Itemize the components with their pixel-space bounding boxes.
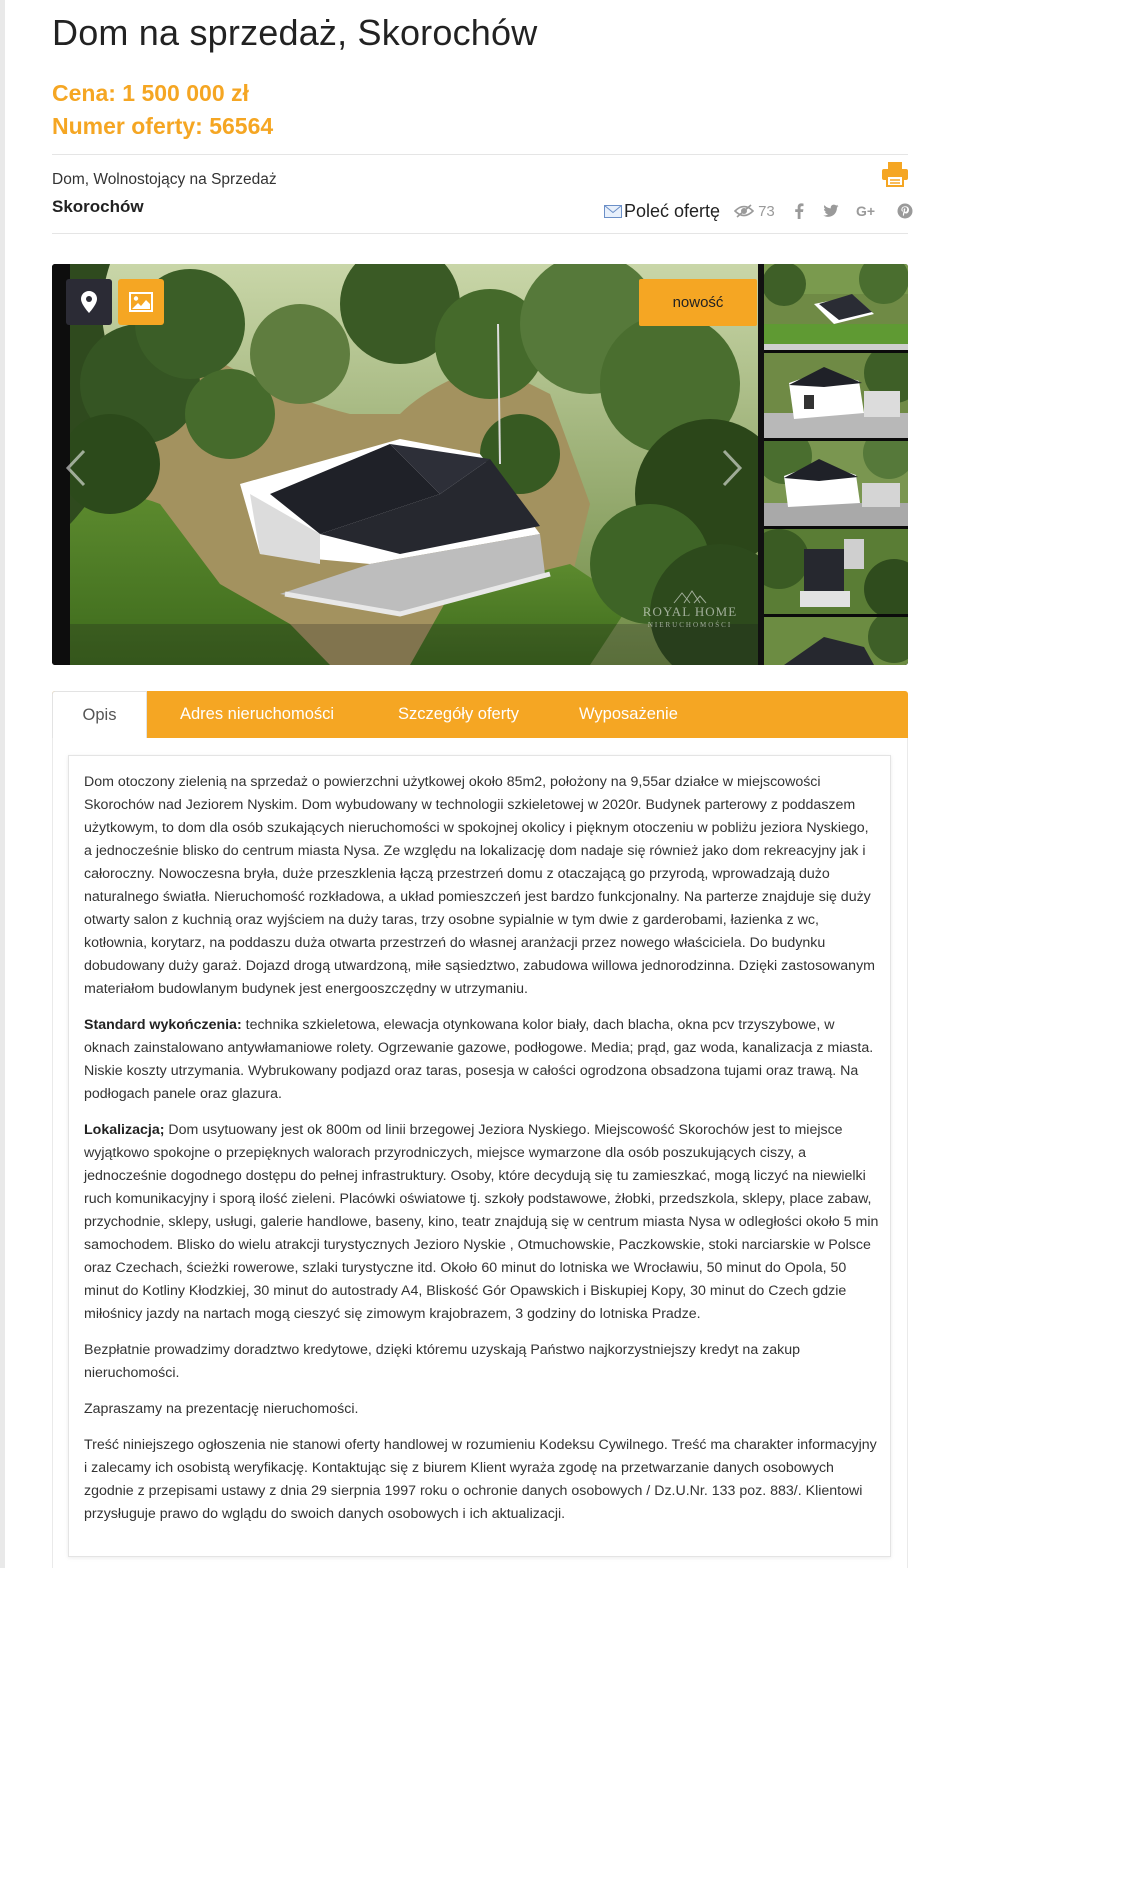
map-pin-icon (81, 291, 97, 313)
thumbnail[interactable] (764, 353, 908, 438)
price: Cena: 1 500 000 zł (52, 80, 249, 106)
chevron-left-icon[interactable] (62, 448, 90, 488)
description-legal: Treść niniejszego ogłoszenia nie stanowi oferty handlowej w rozumieniu Kodeksu Cywilnego. Treść ma charakter informacyjny i zalecamy ich osobistą weryfikację. Kontaktując się z biurem Klient wyraża zgodę na przetwarzanie danych osobowych zgodnie z przepisami ustawy z dnia 29 sierpnia 1997 roku o ochronie danych osobowych / Dz.U.Nr. 133 poz. 883/. Klientowi przysługuje prawo do wglądu do swoich danych osobowych i ich aktualizacji. (84, 1437, 877, 1522)
standard-label: Standard wykończenia: (84, 1017, 242, 1033)
location-label: Lokalizacja; (84, 1122, 165, 1138)
tab-offer-details[interactable]: Szczegóły oferty (398, 705, 520, 723)
location-text: Dom usytuowany jest ok 800m od linii brzegowej Jeziora Nyskiego. Miejscowość Skorochów jest to miejsce wyjątkowo spokojne o przepięknych walorach przyrodniczych, miejsce wymarzone dla osób poszukujących ciszy, a jednocześnie dogodnego dostępu do pełnej infrastruktury. Osoby, które decydują się tu zamieszkać, mogą liczyć na niewielki ruch komunikacyjny i sporą ilość zieleni. Placówki oświatowe tj. szkoły podstawowe, żłobki, przedszkola, sklepy, place zabaw, przychodnie, sklepy, usługi, galerie handlowe, baseny, kino, teatr znajdują się w centrum miasta Nysa w odległości około 5 min samochodem. Blisko do wielu atrakcji turystycznych Jezioro Nyskie , Otmuchowskie, Paczkowskie, stoki narciarskie w Polsce oraz Czechach, ścieżki rowerowe, szlaki turystyczne itd. Około 60 minut do lotniska we Wrocławiu, 50 minut do Opola, 50 minut do Kotliny Kłodzkiej, 30 minut do autostrady A4, Bliskość Gór Opawskich i Biskupiej Kopy, 30 minut do Czech gdzie miłośnicy jazdy na nartach mogą cieszyć się zimowym krajobrazem, 3 godziny do lotniska Pradze. (84, 1122, 879, 1322)
facebook-icon[interactable] (791, 203, 807, 219)
description-invite: Zapraszamy na prezentację nieruchomości. (84, 1401, 359, 1417)
left-rail (0, 0, 5, 1568)
thumbnail-strip (764, 264, 908, 665)
thumbnail[interactable] (764, 617, 908, 665)
thumbnail[interactable] (764, 529, 908, 614)
watermark-name: ROYAL HOME (642, 604, 738, 619)
divider-top (52, 154, 908, 155)
description-standard (84, 1014, 879, 1106)
thumbnail[interactable] (764, 441, 908, 526)
page-title: Dom na sprzedaż, Skorochów (52, 12, 538, 53)
description-credit: Bezpłatnie prowadzimy doradztwo kredytowe, dzięki któremu uzyskają Państwo najkorzystniejszy kredyt na zakup nieruchomości. (84, 1342, 801, 1381)
new-badge: nowość (639, 279, 757, 326)
description (84, 771, 879, 1539)
share-row (604, 198, 913, 224)
description-intro: Dom otoczony zielenią na sprzedaż o powierzchni użytkowej około 85m2, położony na 9,55ar działce w miejscowości Skorochów nad Jeziorem Nyskim. Dom wybudowany w technologii szkieletowej w 2020r. Budynek parterowy z poddaszem użytkowym, to dom dla osób szukających nieruchomości w spokojnej okolicy i pięknym otoczeniu w pobliżu jeziora Nyskiego, a jednocześnie blisko do centrum miasta Nysa. Ze względu na lokalizację dom nadaje się również jako dom rekreacyjny jak i całoroczny. Nowoczesna bryła, duże przeszklenia łączą przestrzeń domu z otaczającą go przyrodą, wprowadzają dużo naturalnego światła. Nieruchomość rozkładowa, a układ pomieszczeń jest bardzo funkcjonalny. Na parterze znajduje się duży otwarty salon z kuchnią oraz wyjściem na duży taras, trzy osobne sypialnie w tym dwie z garderobami, łazienka z wc, kotłownia, korytarz, na poddaszu duża otwarta przestrzeń do własnej aranżacji przez nowego właściciela. Do budynku dobudowany duży garaż. Dojazd drogą utwardzoną, miłe sąsiedztwo, zabudowa willowa jednorodzinna. Dzięki zastosowanym materiałom budowlanym budynek jest energooszczędny w utrzymaniu. (84, 774, 875, 997)
recommend-offer-label: Poleć ofertę (624, 200, 721, 221)
photo-gallery (52, 264, 908, 665)
pinterest-icon[interactable] (897, 203, 913, 219)
property-type: Dom, Wolnostojący na Sprzedaż (52, 171, 277, 188)
offer-number: Numer oferty: 56564 (52, 113, 274, 139)
svg-text:G+: G+ (855, 204, 875, 218)
divider-bottom (52, 233, 908, 234)
printer-icon[interactable] (881, 161, 909, 187)
watermark (630, 590, 750, 629)
tab-equipment[interactable]: Wyposażenie (579, 705, 678, 723)
tab-description[interactable]: Opis (52, 691, 147, 738)
google-plus-icon[interactable] (855, 203, 881, 219)
standard-text: technika szkieletowa, elewacja otynkowana kolor biały, dach blacha, okna pcv trzyszybowe, w oknach zainstalowano antywłamaniowe rolety. Ogrzewanie gazowe, podłogowe. Media; prąd, gaz woda, kanalizacja z miasta. Niskie koszty utrzymania. Wybrukowany podjazd oraz taras, posesja w całości ogrodzona obsadzona tujami oraz trawą. Na podłogach panele oraz glazura. (84, 1017, 874, 1102)
chevron-right-icon[interactable] (718, 448, 746, 488)
views-count: 73 (758, 202, 775, 220)
recommend-offer-button[interactable] (604, 201, 720, 222)
thumbnail[interactable] (764, 264, 908, 350)
photos-button[interactable] (118, 279, 164, 325)
location-name: Skorochów (52, 197, 144, 216)
envelope-icon (604, 205, 622, 218)
description-location (84, 1119, 879, 1326)
tab-address[interactable]: Adres nieruchomości (180, 705, 335, 723)
views-counter (734, 203, 775, 220)
image-icon (129, 292, 153, 312)
twitter-icon[interactable] (823, 203, 839, 219)
watermark-subtitle: NIERUCHOMOŚCI (647, 621, 733, 629)
tab-bar (52, 691, 908, 738)
eye-icon (734, 204, 754, 218)
map-pin-button[interactable] (66, 279, 112, 325)
